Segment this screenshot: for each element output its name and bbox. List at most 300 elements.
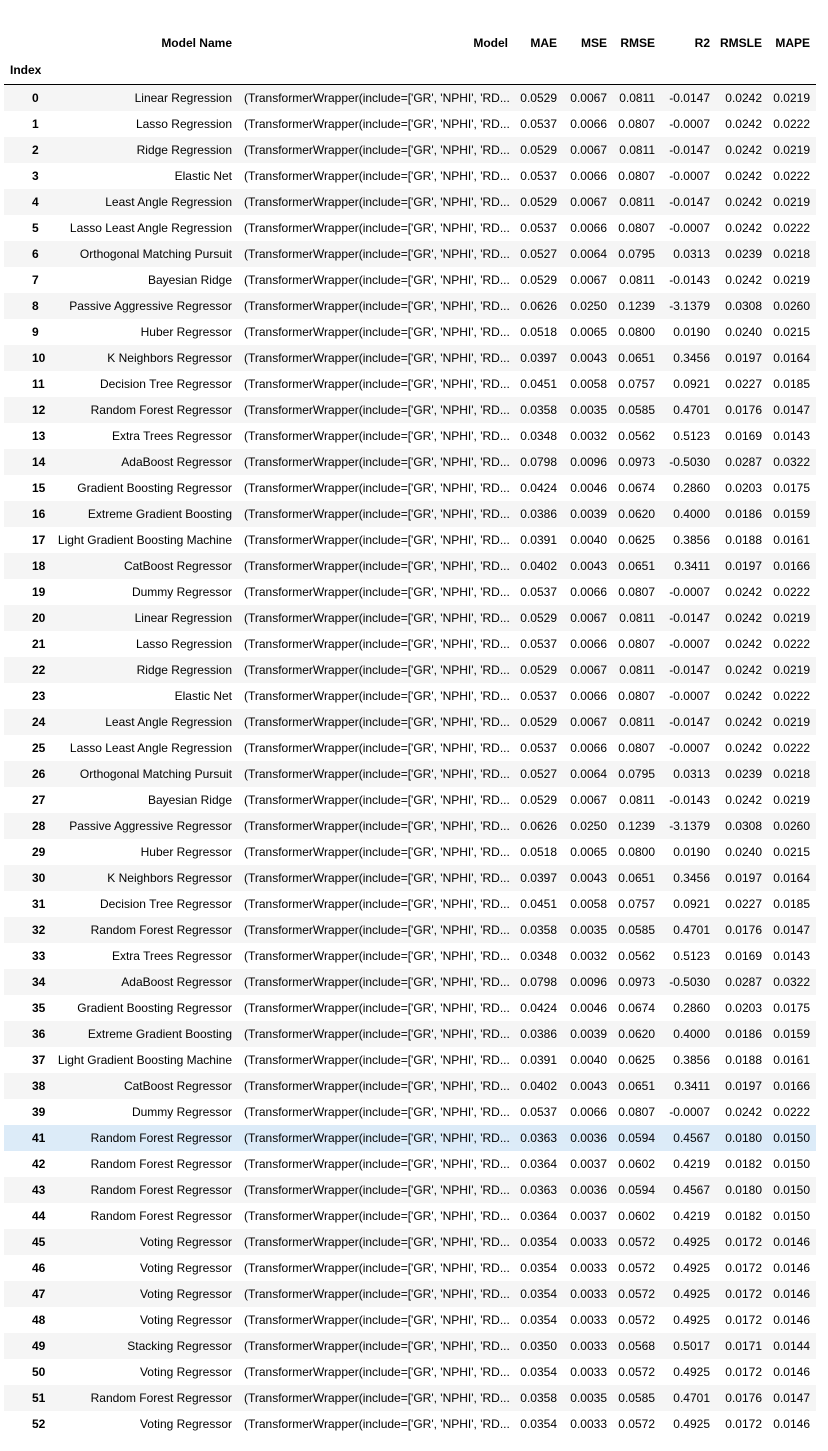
- rmse-cell: 0.0562: [618, 949, 655, 963]
- mape-cell: 0.0144: [773, 1339, 810, 1353]
- mae-cell: 0.0537: [520, 221, 557, 235]
- mae-cell: 0.0424: [520, 1001, 557, 1015]
- table-row[interactable]: [4, 189, 816, 215]
- model-name-cell: Orthogonal Matching Pursuit: [79, 767, 232, 781]
- model-cell: (TransformerWrapper(include=['GR', 'NPHI', 'RD...: [244, 1105, 510, 1119]
- model-cell: (TransformerWrapper(include=['GR', 'NPHI', 'RD...: [244, 1001, 510, 1015]
- mse-cell: 0.0066: [570, 585, 607, 599]
- rmsle-cell: 0.0242: [725, 793, 762, 807]
- table-row[interactable]: [4, 605, 816, 631]
- mse-cell: 0.0033: [570, 1261, 607, 1275]
- rmse-cell: 0.0807: [618, 741, 655, 755]
- table-row[interactable]: [4, 319, 816, 345]
- row-index: 0: [32, 91, 39, 105]
- table-row[interactable]: [4, 241, 816, 267]
- table-row[interactable]: [4, 683, 816, 709]
- mse-cell: 0.0067: [570, 195, 607, 209]
- mape-cell: 0.0218: [773, 767, 810, 781]
- table-row[interactable]: [4, 813, 816, 839]
- mae-cell: 0.0537: [520, 741, 557, 755]
- r2-cell: -0.0147: [669, 91, 710, 105]
- model-cell: (TransformerWrapper(include=['GR', 'NPHI', 'RD...: [244, 403, 510, 417]
- model-cell: (TransformerWrapper(include=['GR', 'NPHI', 'RD...: [244, 1365, 510, 1379]
- mse-cell: 0.0040: [570, 533, 607, 547]
- r2-cell: -0.5030: [669, 975, 710, 989]
- model-name-cell: Dummy Regressor: [131, 1105, 232, 1119]
- model-cell: (TransformerWrapper(include=['GR', 'NPHI', 'RD...: [244, 1339, 510, 1353]
- rmse-cell: 0.0674: [618, 481, 655, 495]
- table-row[interactable]: [4, 1255, 816, 1281]
- mse-cell: 0.0066: [570, 741, 607, 755]
- table-row[interactable]: [4, 397, 816, 423]
- r2-cell: -0.0147: [669, 611, 710, 625]
- mse-cell: 0.0033: [570, 1313, 607, 1327]
- table-row[interactable]: [4, 85, 816, 112]
- r2-cell: -0.0007: [669, 221, 710, 235]
- r2-cell: 0.0190: [673, 845, 710, 859]
- rmsle-cell: 0.0287: [725, 975, 762, 989]
- table-row[interactable]: [4, 1385, 816, 1411]
- table-row[interactable]: [4, 1203, 816, 1229]
- mape-cell: 0.0164: [773, 871, 810, 885]
- model-cell: (TransformerWrapper(include=['GR', 'NPHI', 'RD...: [244, 247, 510, 261]
- rmse-cell: 0.0973: [618, 455, 655, 469]
- r2-cell: 0.3411: [674, 559, 710, 573]
- row-index: 6: [32, 247, 39, 261]
- model-cell: (TransformerWrapper(include=['GR', 'NPHI', 'RD...: [244, 325, 510, 339]
- rmse-cell: 0.0594: [618, 1183, 655, 1197]
- row-index: 36: [32, 1027, 46, 1041]
- model-cell: (TransformerWrapper(include=['GR', 'NPHI', 'RD...: [244, 611, 510, 625]
- r2-cell: 0.4000: [673, 1027, 710, 1041]
- model-name-cell: Voting Regressor: [139, 1261, 232, 1275]
- mae-cell: 0.0527: [520, 247, 557, 261]
- mse-cell: 0.0067: [570, 91, 607, 105]
- model-name-cell: Elastic Net: [174, 169, 232, 183]
- rmse-cell: 0.0811: [619, 663, 655, 677]
- table-row[interactable]: [4, 371, 816, 397]
- model-name-cell: Random Forest Regressor: [90, 1131, 232, 1145]
- mae-cell: 0.0529: [520, 611, 557, 625]
- rmsle-cell: 0.0242: [725, 637, 762, 651]
- model-cell: (TransformerWrapper(include=['GR', 'NPHI', 'RD...: [244, 975, 510, 989]
- table-row[interactable]: [4, 865, 816, 891]
- mse-cell: 0.0065: [570, 325, 607, 339]
- mse-cell: 0.0058: [570, 897, 607, 911]
- row-index: 11: [32, 377, 45, 391]
- table-row[interactable]: [4, 475, 816, 501]
- mape-cell: 0.0322: [773, 975, 810, 989]
- table-row[interactable]: [4, 215, 816, 241]
- table-row[interactable]: [4, 345, 816, 371]
- rmsle-cell: 0.0242: [725, 169, 762, 183]
- table-header: [4, 30, 816, 85]
- mape-cell: 0.0175: [773, 481, 810, 495]
- mse-cell: 0.0067: [570, 715, 607, 729]
- model-name-cell: Extra Trees Regressor: [111, 949, 232, 963]
- r2-cell: 0.4567: [673, 1131, 710, 1145]
- rmsle-cell: 0.0176: [725, 923, 762, 937]
- rmsle-cell: 0.0242: [725, 585, 762, 599]
- table-row[interactable]: [4, 1125, 816, 1151]
- rmsle-cell: 0.0186: [725, 1027, 762, 1041]
- model-name-cell: Orthogonal Matching Pursuit: [79, 247, 232, 261]
- mse-cell: 0.0043: [570, 559, 607, 573]
- mape-cell: 0.0147: [773, 923, 810, 937]
- rmsle-cell: 0.0169: [725, 429, 762, 443]
- model-name-cell: Ridge Regression: [136, 663, 232, 677]
- rmse-cell: 0.0795: [618, 247, 655, 261]
- row-index: 1: [32, 117, 39, 131]
- model-cell: (TransformerWrapper(include=['GR', 'NPHI', 'RD...: [244, 507, 510, 521]
- rmse-cell: 0.0602: [618, 1157, 655, 1171]
- mse-cell: 0.0067: [570, 663, 607, 677]
- table-row[interactable]: [4, 579, 816, 605]
- mse-cell: 0.0036: [570, 1183, 607, 1197]
- rmse-cell: 0.0572: [618, 1235, 655, 1249]
- table-row[interactable]: [4, 293, 816, 319]
- table-row[interactable]: [4, 735, 816, 761]
- model-cell: (TransformerWrapper(include=['GR', 'NPHI', 'RD...: [244, 1287, 510, 1301]
- mae-cell: 0.0518: [520, 325, 557, 339]
- rmsle-cell: 0.0239: [725, 247, 762, 261]
- model-cell: (TransformerWrapper(include=['GR', 'NPHI', 'RD...: [244, 819, 510, 833]
- mape-cell: 0.0150: [773, 1183, 810, 1197]
- model-name-cell: Voting Regressor: [139, 1235, 232, 1249]
- r2-cell: 0.4000: [673, 507, 710, 521]
- mse-cell: 0.0066: [570, 221, 607, 235]
- model-cell: (TransformerWrapper(include=['GR', 'NPHI', 'RD...: [244, 195, 510, 209]
- model-name-cell: Passive Aggressive Regressor: [69, 819, 232, 833]
- mape-cell: 0.0219: [773, 273, 810, 287]
- row-index: 9: [32, 325, 39, 339]
- model-cell: (TransformerWrapper(include=['GR', 'NPHI', 'RD...: [244, 1053, 510, 1067]
- rmsle-cell: 0.0242: [725, 195, 762, 209]
- rmse-cell: 0.0811: [619, 715, 655, 729]
- r2-cell: -0.0147: [669, 195, 710, 209]
- mape-cell: 0.0219: [773, 793, 810, 807]
- model-name-cell: Elastic Net: [174, 689, 232, 703]
- mse-cell: 0.0032: [570, 949, 607, 963]
- mae-cell: 0.0798: [520, 455, 557, 469]
- rmsle-cell: 0.0308: [725, 819, 762, 833]
- r2-cell: 0.3456: [673, 871, 710, 885]
- table-row[interactable]: [4, 1229, 816, 1255]
- row-index: 25: [32, 741, 46, 755]
- rmse-cell: 0.0811: [619, 611, 655, 625]
- table-row[interactable]: [4, 1099, 816, 1125]
- table-row[interactable]: [4, 631, 816, 657]
- model-name-cell: Lasso Regression: [135, 117, 232, 131]
- model-name-cell: Voting Regressor: [139, 1287, 232, 1301]
- table-row[interactable]: [4, 1047, 816, 1073]
- mse-cell: 0.0250: [570, 819, 607, 833]
- rmsle-cell: 0.0242: [725, 663, 762, 677]
- model-cell: (TransformerWrapper(include=['GR', 'NPHI', 'RD...: [244, 273, 510, 287]
- table-row[interactable]: [4, 163, 816, 189]
- model-cell: (TransformerWrapper(include=['GR', 'NPHI', 'RD...: [244, 1261, 510, 1275]
- mape-cell: 0.0146: [773, 1261, 810, 1275]
- mae-cell: 0.0529: [520, 663, 557, 677]
- rmsle-cell: 0.0182: [725, 1157, 762, 1171]
- rmsle-cell: 0.0172: [725, 1313, 762, 1327]
- mse-cell: 0.0033: [570, 1235, 607, 1249]
- mse-cell: 0.0033: [570, 1287, 607, 1301]
- mape-cell: 0.0260: [773, 299, 810, 313]
- mae-cell: 0.0626: [520, 819, 557, 833]
- row-index: 28: [32, 819, 46, 833]
- mape-cell: 0.0161: [773, 533, 810, 547]
- mae-cell: 0.0537: [520, 689, 557, 703]
- mae-cell: 0.0354: [520, 1261, 557, 1275]
- rmse-cell: 0.0807: [618, 221, 655, 235]
- mae-cell: 0.0537: [520, 585, 557, 599]
- table-row[interactable]: [4, 839, 816, 865]
- model-name-cell: Voting Regressor: [139, 1417, 232, 1431]
- model-name-cell: Dummy Regressor: [131, 585, 232, 599]
- model-name-cell: Lasso Least Angle Regression: [69, 741, 232, 755]
- mae-cell: 0.0348: [520, 429, 557, 443]
- model-cell: (TransformerWrapper(include=['GR', 'NPHI', 'RD...: [244, 689, 510, 703]
- model-cell: (TransformerWrapper(include=['GR', 'NPHI', 'RD...: [244, 1391, 510, 1405]
- mae-cell: 0.0363: [520, 1183, 557, 1197]
- row-index: 52: [32, 1417, 46, 1431]
- row-index: 41: [32, 1131, 46, 1145]
- model-cell: (TransformerWrapper(include=['GR', 'NPHI', 'RD...: [244, 741, 510, 755]
- table-row[interactable]: [4, 449, 816, 475]
- table-row[interactable]: [4, 527, 816, 553]
- table-row[interactable]: [4, 423, 816, 449]
- model-cell: (TransformerWrapper(include=['GR', 'NPHI', 'RD...: [244, 559, 510, 573]
- rmse-cell: 0.0811: [619, 273, 655, 287]
- table-row[interactable]: [4, 1359, 816, 1385]
- model-name-cell: Least Angle Regression: [105, 195, 232, 209]
- table-row[interactable]: [4, 943, 816, 969]
- model-cell: (TransformerWrapper(include=['GR', 'NPHI', 'RD...: [244, 169, 510, 183]
- mape-cell: 0.0215: [773, 325, 810, 339]
- rmsle-cell: 0.0197: [725, 351, 762, 365]
- mae-cell: 0.0402: [520, 1079, 557, 1093]
- row-index: 20: [32, 611, 46, 625]
- model-name-cell: Gradient Boosting Regressor: [77, 481, 232, 495]
- rmse-cell: 0.0585: [618, 403, 655, 417]
- mae-cell: 0.0363: [520, 1131, 557, 1145]
- model-cell: (TransformerWrapper(include=['GR', 'NPHI', 'RD...: [244, 793, 510, 807]
- model-cell: (TransformerWrapper(include=['GR', 'NPHI', 'RD...: [244, 429, 510, 443]
- table-row[interactable]: [4, 1021, 816, 1047]
- mape-cell: 0.0143: [773, 429, 810, 443]
- r2-cell: 0.4925: [673, 1313, 710, 1327]
- mae-cell: 0.0518: [520, 845, 557, 859]
- rmse-cell: 0.0572: [618, 1261, 655, 1275]
- table-row[interactable]: [4, 761, 816, 787]
- row-index: 51: [32, 1391, 46, 1405]
- r2-cell: 0.0190: [673, 325, 710, 339]
- rmse-cell: 0.0625: [618, 1053, 655, 1067]
- rmse-cell: 0.0674: [618, 1001, 655, 1015]
- r2-cell: 0.2860: [673, 1001, 710, 1015]
- table-row[interactable]: [4, 917, 816, 943]
- rmsle-cell: 0.0186: [725, 507, 762, 521]
- mse-cell: 0.0046: [570, 481, 607, 495]
- model-cell: (TransformerWrapper(include=['GR', 'NPHI', 'RD...: [244, 221, 510, 235]
- mape-cell: 0.0222: [773, 117, 810, 131]
- row-index: 35: [32, 1001, 46, 1015]
- table-row[interactable]: [4, 1073, 816, 1099]
- r2-cell: 0.0313: [673, 767, 710, 781]
- row-index: 47: [32, 1287, 46, 1301]
- rmse-cell: 0.0572: [618, 1287, 655, 1301]
- mape-cell: 0.0143: [773, 949, 810, 963]
- r2-cell: -0.0007: [669, 741, 710, 755]
- mape-cell: 0.0222: [773, 689, 810, 703]
- row-index: 21: [32, 637, 46, 651]
- header-rmse: RMSE: [620, 36, 655, 50]
- row-index: 39: [32, 1105, 46, 1119]
- table-row[interactable]: [4, 553, 816, 579]
- mae-cell: 0.0350: [520, 1339, 557, 1353]
- mape-cell: 0.0150: [773, 1209, 810, 1223]
- mape-cell: 0.0185: [773, 897, 810, 911]
- rmse-cell: 0.0807: [618, 117, 655, 131]
- mape-cell: 0.0215: [773, 845, 810, 859]
- model-name-cell: Passive Aggressive Regressor: [69, 299, 232, 313]
- model-name-cell: Random Forest Regressor: [90, 1209, 232, 1223]
- rmsle-cell: 0.0172: [725, 1417, 762, 1431]
- mse-cell: 0.0066: [570, 169, 607, 183]
- table-row[interactable]: [4, 1177, 816, 1203]
- r2-cell: 0.4701: [673, 1391, 710, 1405]
- r2-cell: -3.1379: [669, 299, 710, 313]
- table-row[interactable]: [4, 1151, 816, 1177]
- row-index: 16: [32, 507, 46, 521]
- table-row[interactable]: [4, 787, 816, 813]
- rmsle-cell: 0.0197: [725, 871, 762, 885]
- mae-cell: 0.0537: [520, 117, 557, 131]
- rmsle-cell: 0.0240: [725, 325, 762, 339]
- model-name-cell: CatBoost Regressor: [123, 1079, 232, 1093]
- rmsle-cell: 0.0203: [725, 481, 762, 495]
- model-name-cell: Decision Tree Regressor: [99, 897, 232, 911]
- model-cell: (TransformerWrapper(include=['GR', 'NPHI', 'RD...: [244, 299, 510, 313]
- mape-cell: 0.0147: [773, 403, 810, 417]
- table-row[interactable]: [4, 1411, 816, 1437]
- rmsle-cell: 0.0242: [725, 715, 762, 729]
- table-row[interactable]: [4, 501, 816, 527]
- mse-cell: 0.0035: [570, 923, 607, 937]
- row-index: 7: [32, 273, 39, 287]
- rmsle-cell: 0.0242: [725, 117, 762, 131]
- row-index: 2: [32, 143, 39, 157]
- model-cell: (TransformerWrapper(include=['GR', 'NPHI', 'RD...: [244, 1235, 510, 1249]
- mape-cell: 0.0164: [773, 351, 810, 365]
- r2-cell: -0.0007: [669, 117, 710, 131]
- row-index: 15: [32, 481, 46, 495]
- model-cell: (TransformerWrapper(include=['GR', 'NPHI', 'RD...: [244, 845, 510, 859]
- mape-cell: 0.0159: [773, 507, 810, 521]
- model-name-cell: Huber Regressor: [140, 845, 232, 859]
- rmsle-cell: 0.0172: [725, 1287, 762, 1301]
- table-row[interactable]: [4, 1281, 816, 1307]
- model-cell: (TransformerWrapper(include=['GR', 'NPHI', 'RD...: [244, 1079, 510, 1093]
- rmsle-cell: 0.0197: [725, 1079, 762, 1093]
- model-cell: (TransformerWrapper(include=['GR', 'NPHI', 'RD...: [244, 455, 510, 469]
- mse-cell: 0.0037: [570, 1209, 607, 1223]
- mae-cell: 0.0529: [520, 793, 557, 807]
- r2-cell: 0.5017: [673, 1339, 710, 1353]
- row-index: 17: [32, 533, 46, 547]
- model-cell: (TransformerWrapper(include=['GR', 'NPHI', 'RD...: [244, 91, 510, 105]
- table-row[interactable]: [4, 709, 816, 735]
- rmsle-cell: 0.0203: [725, 1001, 762, 1015]
- table-row[interactable]: [4, 969, 816, 995]
- mse-cell: 0.0067: [570, 793, 607, 807]
- r2-cell: 0.3856: [673, 1053, 710, 1067]
- rmsle-cell: 0.0182: [725, 1209, 762, 1223]
- mse-cell: 0.0067: [570, 273, 607, 287]
- table-row[interactable]: [4, 1307, 816, 1333]
- model-name-cell: AdaBoost Regressor: [121, 975, 232, 989]
- mae-cell: 0.0529: [520, 715, 557, 729]
- model-cell: (TransformerWrapper(include=['GR', 'NPHI', 'RD...: [244, 1313, 510, 1327]
- mse-cell: 0.0250: [570, 299, 607, 313]
- r2-cell: 0.4701: [673, 923, 710, 937]
- r2-cell: -0.0147: [669, 715, 710, 729]
- mse-cell: 0.0064: [570, 767, 607, 781]
- mape-cell: 0.0146: [773, 1235, 810, 1249]
- row-index: 26: [32, 767, 46, 781]
- r2-cell: 0.3411: [674, 1079, 710, 1093]
- model-name-cell: Voting Regressor: [139, 1365, 232, 1379]
- table-row[interactable]: [4, 267, 816, 293]
- row-index: 12: [32, 403, 46, 417]
- model-cell: (TransformerWrapper(include=['GR', 'NPHI', 'RD...: [244, 715, 510, 729]
- rmse-cell: 0.0651: [618, 1079, 655, 1093]
- table-row[interactable]: [4, 111, 816, 137]
- table-row[interactable]: [4, 891, 816, 917]
- model-name-cell: Decision Tree Regressor: [99, 377, 232, 391]
- rmsle-cell: 0.0197: [725, 559, 762, 573]
- model-cell: (TransformerWrapper(include=['GR', 'NPHI', 'RD...: [244, 533, 510, 547]
- header-blank: [4, 30, 52, 56]
- table-row[interactable]: [4, 1333, 816, 1359]
- mape-cell: 0.0150: [773, 1157, 810, 1171]
- mae-cell: 0.0397: [520, 871, 557, 885]
- r2-cell: 0.0313: [673, 247, 710, 261]
- rmsle-cell: 0.0227: [725, 377, 762, 391]
- mae-cell: 0.0527: [520, 767, 557, 781]
- r2-cell: 0.5123: [673, 949, 710, 963]
- mape-cell: 0.0222: [773, 741, 810, 755]
- table-row[interactable]: [4, 137, 816, 163]
- row-index: 46: [32, 1261, 46, 1275]
- model-cell: (TransformerWrapper(include=['GR', 'NPHI', 'RD...: [244, 767, 510, 781]
- header-mape: MAPE: [775, 36, 810, 50]
- rmsle-cell: 0.0176: [725, 403, 762, 417]
- table-row[interactable]: [4, 995, 816, 1021]
- model-name-cell: Bayesian Ridge: [147, 273, 232, 287]
- mse-cell: 0.0033: [570, 1339, 607, 1353]
- table-row[interactable]: [4, 657, 816, 683]
- rmse-cell: 0.0585: [618, 923, 655, 937]
- model-cell: (TransformerWrapper(include=['GR', 'NPHI', 'RD...: [244, 1417, 510, 1431]
- r2-cell: 0.3456: [673, 351, 710, 365]
- rmse-cell: 0.0811: [619, 91, 655, 105]
- rmse-cell: 0.0572: [618, 1417, 655, 1431]
- rmse-cell: 0.0651: [618, 559, 655, 573]
- mae-cell: 0.0358: [520, 923, 557, 937]
- r2-cell: 0.2860: [673, 481, 710, 495]
